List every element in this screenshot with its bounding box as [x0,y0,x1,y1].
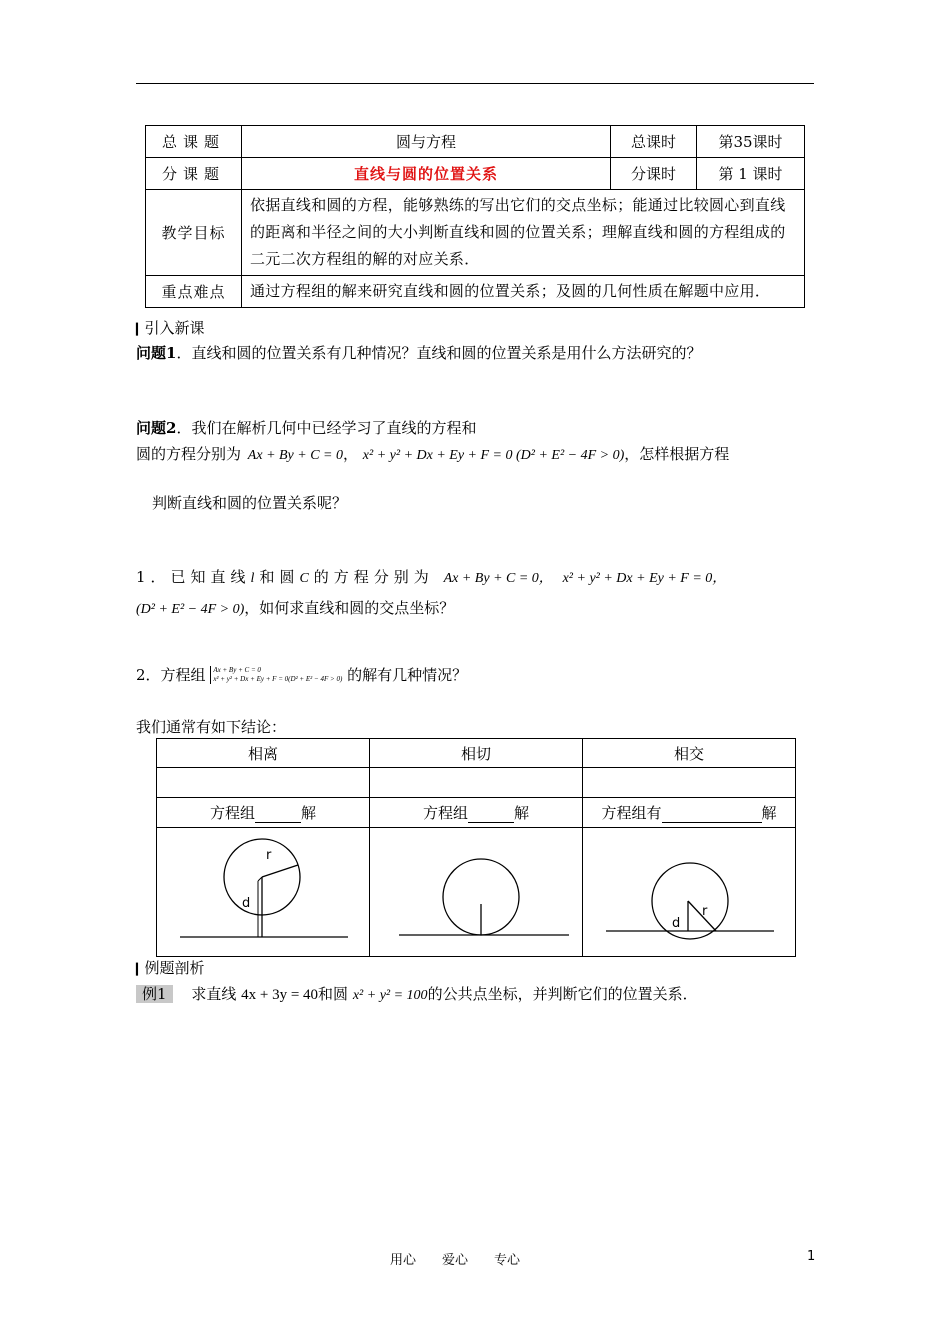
section-intro: ▎引入新课 [136,319,205,337]
question-1 [136,342,701,363]
q2-label: 问题2 [136,419,177,437]
eq-intersect [583,798,796,828]
item1-mid: 和圆 [259,568,300,586]
eq-intersect-post: 解 [761,804,777,822]
item1-pre: 1．已知直线 [136,568,251,586]
fill-blank[interactable] [468,822,514,823]
distance-label: d [672,916,681,931]
diagram-tangent [370,828,583,957]
example-1 [136,983,698,1004]
q2-eq-circle: x² + y² + Dx + Ey + F = 0 (D² + E² − 4F > 0) [362,448,625,463]
eq-tangent-post: 解 [514,804,530,822]
example-1-label: 例1 [136,985,173,1003]
section-examples: ▎例题剖析 [136,959,205,977]
q2-line2-pre: 圆的方程分别为 [136,445,242,463]
item1-eq-line: Ax + By + C = 0， [443,571,553,586]
label-total-topic: 总课题 [146,126,242,158]
radius-label: r [266,848,272,863]
example-1-post: 的公共点坐标，并判断它们的位置关系． [427,985,698,1003]
eq-tangent-pre: 方程组 [422,804,468,822]
eq-separate-post: 解 [301,804,317,822]
item1-eq-circle: x² + y² + Dx + Ey + F = 0， [562,571,727,586]
q2-eq-line: Ax + By + C = 0 [247,448,344,463]
section-intro-title: 引入新课 [144,319,205,337]
example-1-mid: 和圆 [318,985,349,1003]
item2-pre: 2．方程组 [136,666,206,684]
question-2-line3: 判断直线和圆的位置关系呢？ [152,494,348,512]
label-objectives: 教学目标 [146,190,242,276]
item1-tail: ，如何求直线和圆的交点坐标？ [244,599,455,617]
separate-diagram [158,829,368,951]
item1-cond: (D² + E² − 4F > 0) [136,602,245,617]
question-2-line1 [136,417,476,438]
label-sub-topic: 分课题 [146,158,242,190]
fill-blank[interactable] [255,822,301,823]
radius-label: r [702,904,708,919]
item1-l: l [250,571,260,586]
q1-text: ．直线和圆的位置关系有几种情况？直线和圆的位置关系是用什么方法研究的？ [176,344,702,362]
distance-label: d [242,896,251,911]
item2-sys-line1: Ax + By + C = 0 [213,665,261,674]
item-2 [136,664,467,685]
page-number: 1 [807,1249,816,1264]
eq-separate-pre: 方程组 [209,804,255,822]
sub-hours-value: 第 1 课时 [697,158,805,190]
q2-line1: ．我们在解析几何中已经学习了直线的方程和 [176,419,477,437]
item-1-line1 [136,566,816,587]
top-rule [136,83,814,84]
blank-cell [370,768,583,798]
key-points-text: 通过方程组的解来研究直线和圆的位置关系；及圆的几何性质在解题中应用． [242,276,805,308]
header-separate: 相离 [157,739,370,768]
diagram-separate [157,828,370,957]
position-relation-table [156,738,796,957]
question-2-line2: 圆的方程分别为 Ax + By + C = 0， x² + y² + Dx + Ey + F = 0 (D² + E² − 4F > 0)，怎样根据方程 [136,445,730,463]
total-hours-value: 第35课时 [697,126,805,158]
objectives-text: 依据直线和圆的方程，能够熟练的写出它们的交点坐标；能通过比较圆心到直线的距离和半径之间的大小判断直线和圆的位置关系；理解直线和圆的方程组成的二元二次方程组的解的对应关系． [242,190,805,276]
example-1-eq-line: 4x + 3y = 40 [241,987,319,1003]
item2-sys-line2: x² + y² + Dx + Ey + F = 0(D² + E² − 4F > 0) [213,674,343,683]
blank-cell [157,768,370,798]
diagram-intersect [583,828,796,957]
item2-system [210,666,342,684]
eq-separate [157,798,370,828]
item2-post: 的解有几种情况？ [347,666,468,684]
lesson-info-table [145,125,805,308]
total-topic-value: 圆与方程 [242,126,611,158]
sub-topic-title: 直线与圆的位置关系 [242,158,611,190]
example-1-pre: 求直线 [191,985,237,1003]
fill-blank[interactable] [662,822,762,823]
eq-intersect-pre: 方程组有 [601,804,662,822]
item1-c: C [299,571,314,586]
blank-cell [583,768,796,798]
section-examples-title: 例题剖析 [144,959,205,977]
intersect-diagram [584,829,794,951]
q2-line2-post: ，怎样根据方程 [624,445,730,463]
example-1-eq-circle: x² + y² = 100 [352,988,428,1003]
item1-post: 的方程分别为 [313,568,434,586]
header-tangent: 相切 [370,739,583,768]
label-sub-hours: 分课时 [611,158,697,190]
header-intersect: 相交 [583,739,796,768]
tangent-diagram [371,829,581,951]
label-total-hours: 总课时 [611,126,697,158]
q1-label: 问题1 [136,344,177,362]
item-1-line2 [136,597,454,618]
eq-tangent [370,798,583,828]
footer-motto: 用心 爱心 专心 [390,1253,521,1268]
conclusion-intro: 我们通常有如下结论： [136,718,287,736]
label-key-points: 重点难点 [146,276,242,308]
